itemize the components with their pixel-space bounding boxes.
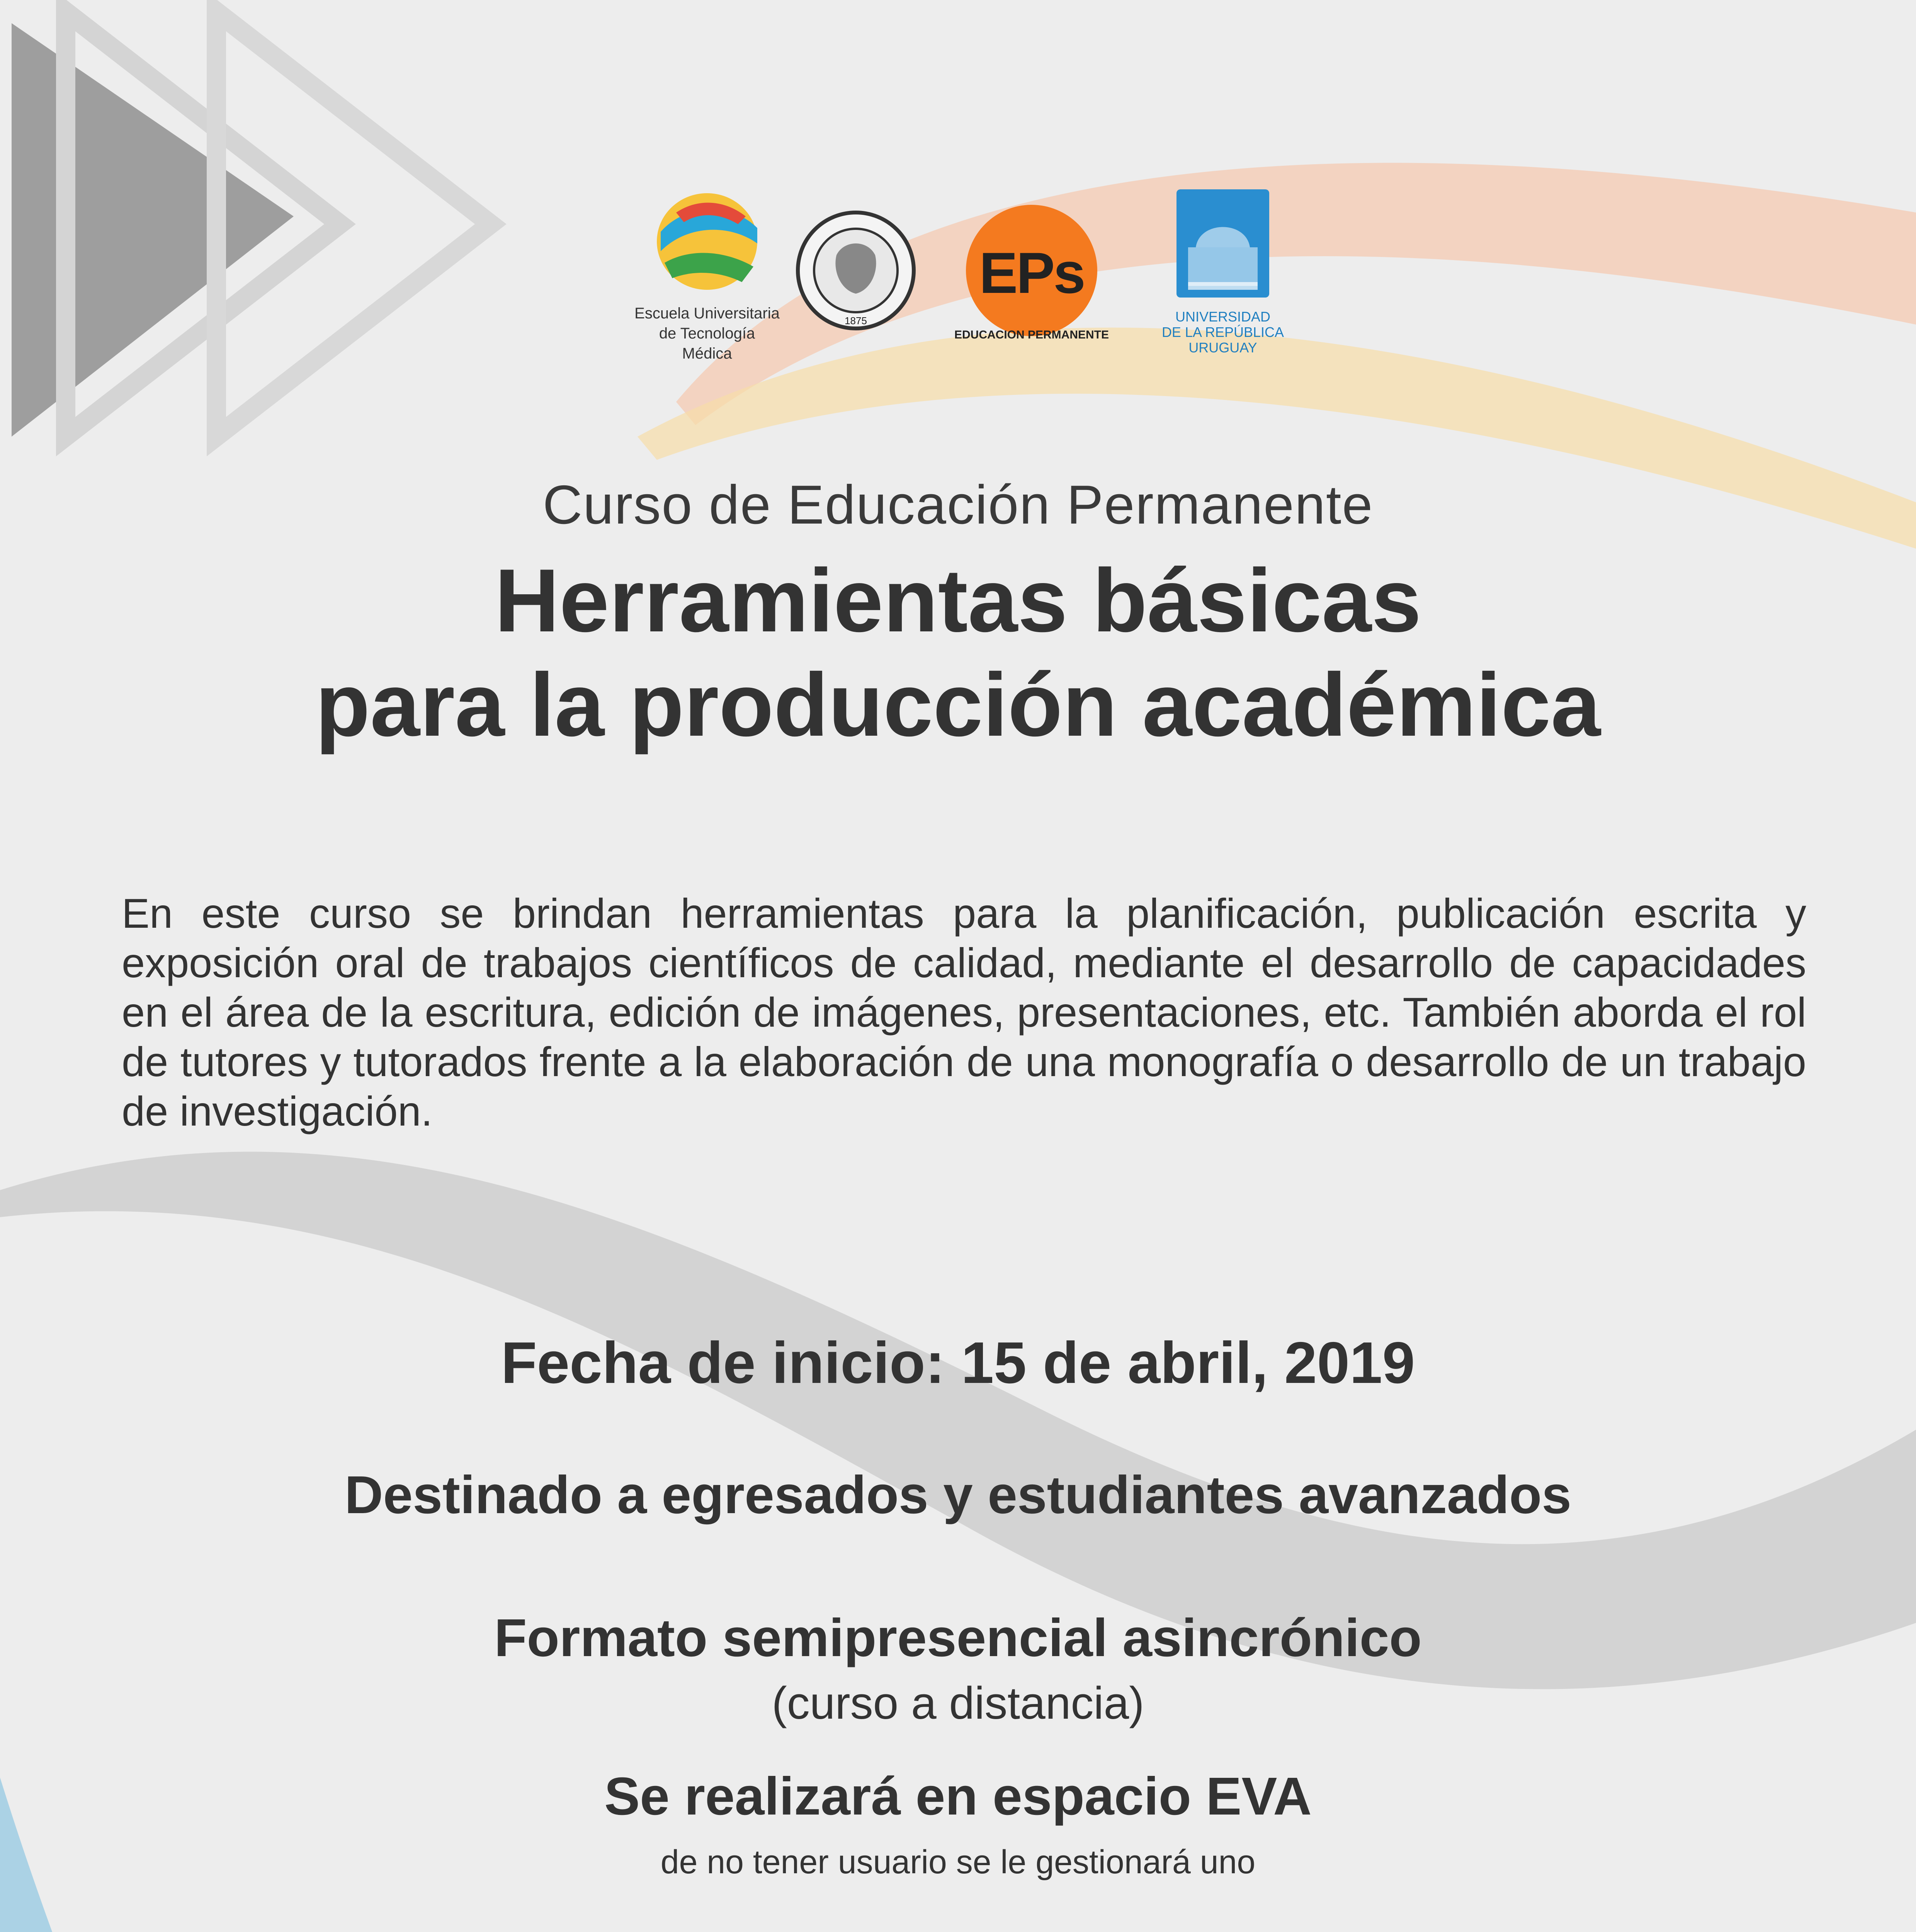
facultad-medicina-seal-icon: [794, 209, 918, 332]
logos-row: [634, 182, 1298, 367]
course-type-subtitle: Curso de Educación Permanente: [542, 474, 1374, 536]
eutm-caption-line1: Escuela Universitaria: [634, 305, 780, 322]
eps-logo-mark: EPs: [979, 240, 1084, 305]
eps-caption: EDUCACION PERMANENTE: [954, 328, 1109, 341]
course-format-note: (curso a distancia): [772, 1678, 1144, 1729]
course-description: En este curso se brindan herramientas para la planificación, publicación escrita y exposición oral de trabajos científicos de calidad, mediante el desarrollo de capacidades en el área de la escritura, edición de imágenes, presentaciones, etc. También aborda el rol de tutores y tutorados frente a la elaboración de una monografía o desarrollo de un trabajo de investigación.: [122, 890, 1806, 1134]
udelar-caption: [1140, 309, 1306, 355]
audience: Destinado a egresados y estudiantes avanzados: [344, 1465, 1572, 1525]
course-title-line2: para la producción académica: [315, 655, 1601, 755]
seal-year: 1875: [845, 315, 867, 327]
eutm-caption-line2: de Tecnología Médica: [659, 325, 755, 362]
course-title: [0, 549, 1916, 757]
course-format: Formato semipresencial asincrónico: [494, 1608, 1422, 1668]
udelar-caption-line2: DE LA REPÚBLICA: [1161, 324, 1284, 340]
course-title-line1: Herramientas básicas: [495, 551, 1421, 651]
udelar-caption-line1: UNIVERSIDAD: [1175, 309, 1271, 325]
eutm-caption: [634, 303, 780, 364]
eutm-logo-icon: [653, 189, 761, 294]
udelar-building-icon: [1173, 189, 1273, 301]
platform-note: de no tener usuario se le gestionará uno: [660, 1844, 1256, 1881]
udelar-caption-line3: URUGUAY: [1188, 340, 1257, 355]
platform: Se realizará en espacio EVA: [604, 1767, 1312, 1826]
start-date: Fecha de inicio: 15 de abril, 2019: [501, 1330, 1415, 1396]
